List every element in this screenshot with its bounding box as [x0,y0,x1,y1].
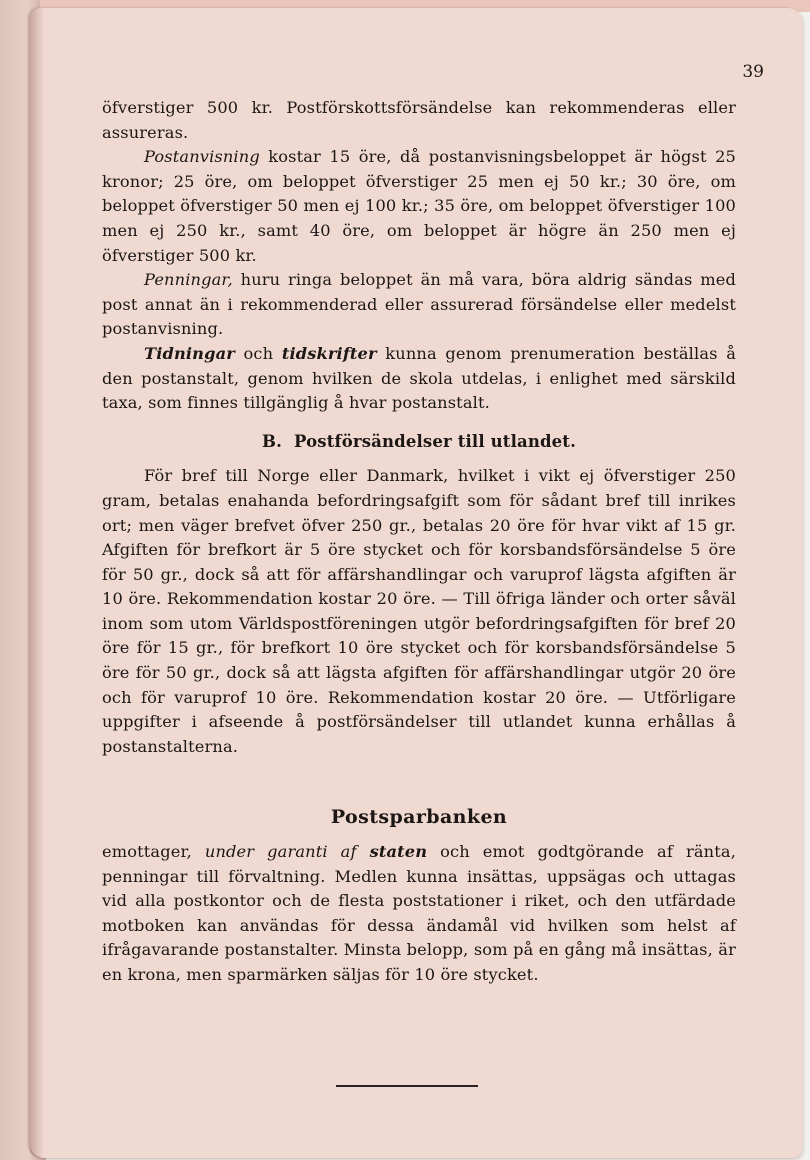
section-b-paragraph: För bref till Norge eller Danmark, hvilket i vikt ej öfverstiger 250 gram, betalas enahanda befordringsafgift som för sådant bref till inrikes ort; men väger brefvet öfver 250 gr., betalas 20 öre för hvar vikt af 15 gr. Afgiften för brefkort är 5 öre stycket och för korsbandsförsändelse 5 öre för 50 gr., dock så att för affärshandlingar och varuprof lägsta afgiften är 10 öre. Rekommendation kostar 20 öre. — Till öfriga länder och orter såväl inom som utom Världspostföreningen utgör befordringsafgiften för bref 20 öre för 15 gr., för brefkort 10 öre stycket och för korsbandsförsändelse 5 öre för 50 gr., dock så att lägsta afgiften för affärshandlingar utgör 20 öre och för varuprof 10 öre. Rekommendation kostar 20 öre. — Utförligare uppgifter i afseende å postförsändelser till utlandet kunna erhållas å postanstalterna. [102,466,736,756]
tidningar-mid: och [234,343,282,363]
postanvisning-text: kostar 15 öre, då postanvisningsbeloppet är högst 25 kronor; 25 öre, om beloppet öfverstiger 25 men ej 50 kr.; 30 öre, om beloppet öfverstiger 50 men ej 100 kr.; 35 öre, om beloppet öfverstiger 100 men ej 250 kr., samt 40 öre, om beloppet är högre än 250 men ej öfverstiger 500 kr. [102,147,736,265]
gutter-shadow [30,8,44,1158]
tidningar-paragraph [102,342,736,416]
postsparbanken-italic: under garanti [204,842,328,862]
page-text [102,96,736,988]
postsparbanken-text: och emot godtgörande af ränta, penningar till förvaltning. Medlen kunna insättas, uppsägas och uttagas vid alla postkontor och de flesta poststationer i riket, och den utfärdade motboken kan användas för dessa ändamål vid hvilken som helst af ifrågavarande postanstalter. Minsta belopp, som på en gång må insättas, är en krona, men sparmärken säljas för 10 öre stycket. [102,842,736,984]
tidningar-term: Tidningar [144,343,235,363]
page-number: 39 [742,62,764,82]
section-b-letter: B. [262,431,282,451]
penningar-term: Penningar, [144,270,233,290]
section-b-title: Postförsändelser till utlandet. [294,431,576,451]
postsparbanken-paragraph [102,840,736,988]
postsparbanken-heading: Postsparbanken [330,806,508,829]
postsparbanken-lead: emottager, [102,842,205,862]
postanvisning-term: Postanvisning [144,147,260,167]
postsparbanken-staten: staten [369,842,428,862]
tidningar-text: kunna genom prenumeration beställas å den postanstalt, genom hvilken de skola utdelas, i enlighet med särskild taxa, som finnes tillgänglig å hvar postanstalt. [102,343,736,413]
closing-rule [336,1085,478,1087]
tidskrifter-term: tidskrifter [281,343,377,363]
penningar-paragraph [102,268,736,342]
intro-paragraph: öfverstiger 500 kr. Postförskottsförsändelse kan rekommenderas eller assureras. [102,98,736,142]
postsparbanken-middle: af [327,842,370,862]
postanvisning-paragraph [102,145,736,268]
penningar-text: huru ringa beloppet än må vara, böra aldrig sändas med post annat än i rekommenderad eller assurerad försändelse eller medelst postanvisning. [102,270,736,339]
section-b-heading [102,430,736,455]
